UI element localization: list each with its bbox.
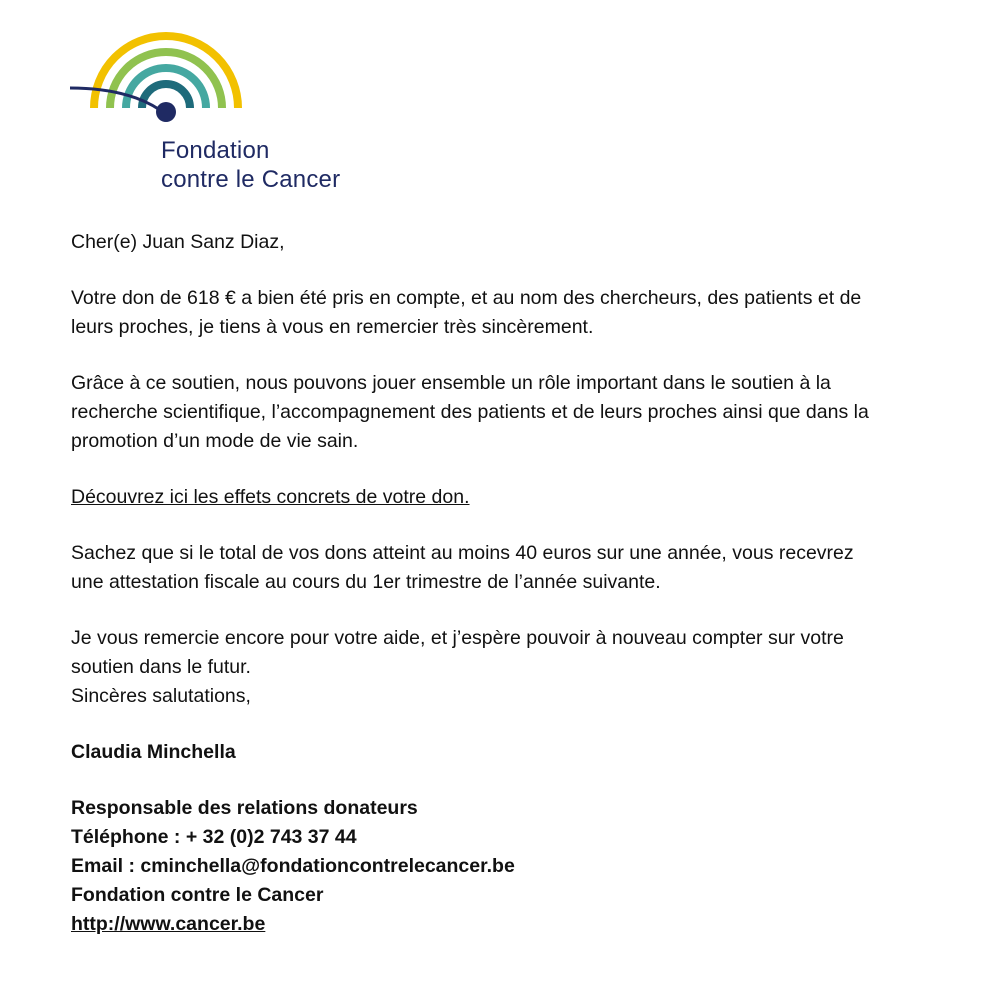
logo-line-2: contre le Cancer	[161, 166, 341, 193]
paragraph-3-line-2: une attestation fiscale au cours du 1er trimestre de l’année suivante.	[71, 571, 661, 593]
paragraph-4-line-2: soutien dans le futur.	[71, 656, 251, 678]
website-link[interactable]: http://www.cancer.be	[71, 913, 266, 935]
effects-link[interactable]: Découvrez ici les effets concrets de votre don.	[71, 486, 470, 508]
signature-phone: Téléphone : + 32 (0)2 743 37 44	[71, 826, 357, 848]
logo-dot	[156, 102, 176, 122]
salutation: Cher(e) Juan Sanz Diaz,	[71, 231, 285, 253]
signature-role: Responsable des relations donateurs	[71, 797, 418, 819]
logo-wordmark	[161, 136, 340, 194]
paragraph-1-line-1: Votre don de 618 € a bien été pris en compte, et au nom des chercheurs, des patients et de	[71, 287, 862, 309]
letter-body	[71, 228, 971, 939]
paragraph-2-line-1: Grâce à ce soutien, nous pouvons jouer ensemble un rôle important dans le soutien à la	[71, 372, 831, 394]
paragraph-4-line-1: Je vous remercie encore pour votre aide, et j’espère pouvoir à nouveau compter sur votre	[71, 627, 844, 649]
logo-arcs-icon	[70, 30, 260, 130]
logo-arc-outer	[94, 36, 238, 108]
closing: Sincères salutations,	[71, 685, 251, 707]
signature-email: Email : cminchella@fondationcontrelecancer.be	[71, 855, 515, 877]
paragraph-2-line-2: recherche scientifique, l’accompagnement des patients et de leurs proches ainsi que dans la	[71, 401, 869, 423]
fondation-logo	[70, 30, 390, 200]
paragraph-1-line-2: leurs proches, je tiens à vous en remercier très sincèrement.	[71, 316, 594, 338]
paragraph-3-line-1: Sachez que si le total de vos dons atteint au moins 40 euros sur une année, vous recevrez	[71, 542, 854, 564]
paragraph-2-line-3: promotion d’un mode de vie sain.	[71, 430, 359, 452]
signature-name: Claudia Minchella	[71, 741, 236, 763]
signature-organization: Fondation contre le Cancer	[71, 884, 324, 906]
logo-line-1: Fondation	[161, 137, 270, 164]
